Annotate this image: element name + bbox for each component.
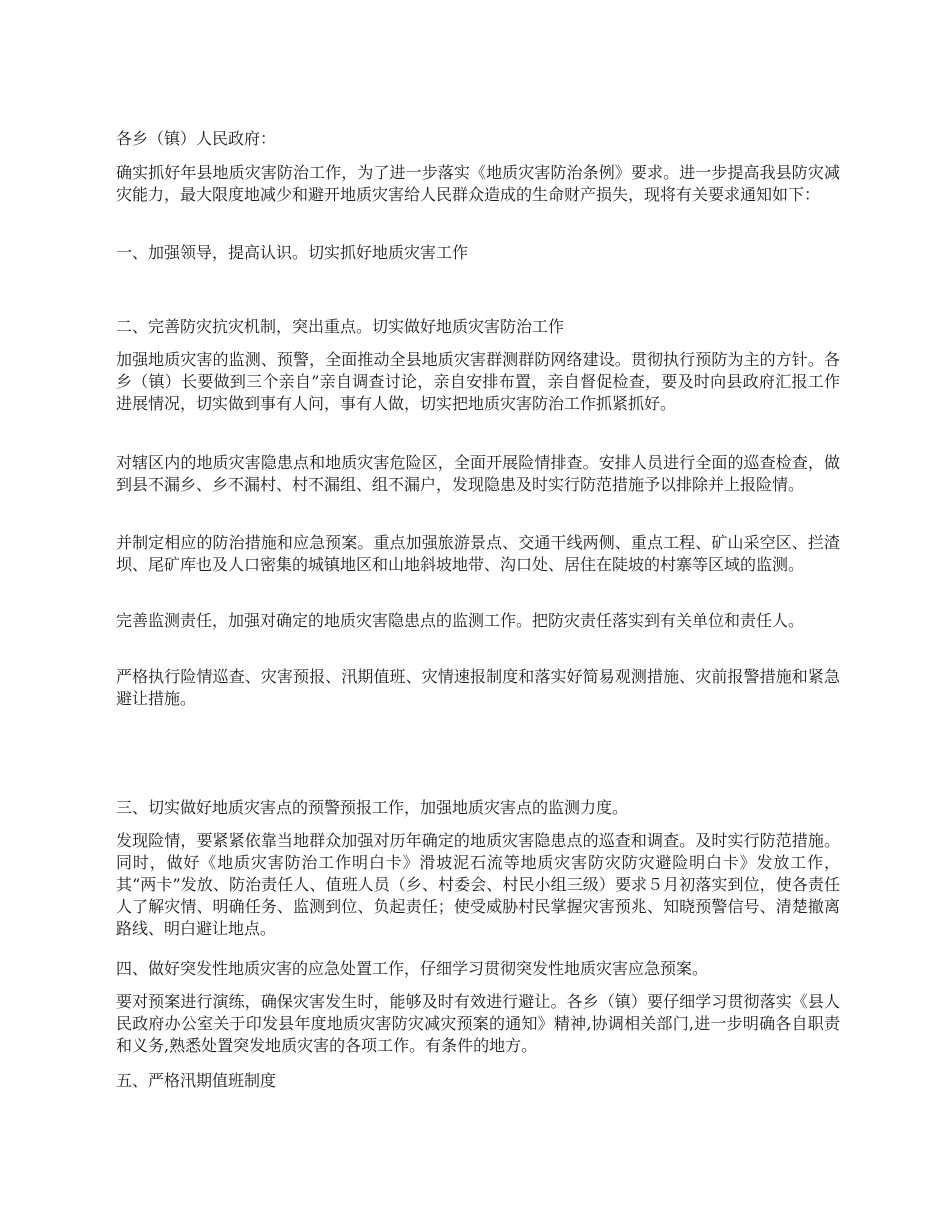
- intro-paragraph: 确实抓好年县地质灾害防治工作，为了进一步落实《地质灾害防治条例》要求。进一步提高我县防灾减灾能力，最大限度地减少和避开地质灾害给人民群众造成的生命财产损失，现将有关要求通知如下：: [116, 163, 840, 204]
- body-paragraph: 要对预案进行演练，确保灾害发生时，能够及时有效进行避让。各乡（镇）要仔细学习贯彻落实《县人民政府办公室关于印发县年度地质灾害防灾减灾预案的通知》精神,协调相关部门,进一步明确各自职责和义务,熟悉处置突发地质灾害的各项工作。有条件的地方。: [116, 992, 840, 1055]
- body-paragraph: 加强地质灾害的监测、预警，全面推动全县地质灾害群测群防网络建设。贯彻执行预防为主的方针。各乡（镇）长要做到三个亲自”亲自调查讨论，亲自安排布置，亲自督促检查，要及时向县政府汇报工作进展情况，切实做到事有人问，事有人做，切实把地质灾害防治工作抓紧抓好。: [116, 350, 840, 413]
- section-heading-5: 五、严格汛期值班制度: [116, 1071, 277, 1090]
- section-heading-3: 三、切实做好地质灾害点的预警预报工作，加强地质灾害点的监测力度。: [116, 798, 629, 817]
- section-heading-2: 二、完善防灾抗灾机制，突出重点。切实做好地质灾害防治工作: [116, 317, 565, 336]
- section-heading-1: 一、加强领导，提高认识。切实抓好地质灾害工作: [116, 243, 469, 262]
- body-paragraph: 严格执行险情巡查、灾害预报、汛期值班、灾情速报制度和落实好简易观测措施、灾前报警措施和紧急避让措施。: [116, 667, 840, 708]
- body-paragraph: 对辖区内的地质灾害隐患点和地质灾害危险区，全面开展险情排查。安排人员进行全面的巡查检查，做到县不漏乡、乡不漏村、村不漏组、组不漏户，发现隐患及时实行防范措施予以排除并上报险情。: [116, 453, 840, 494]
- section-heading-4: 四、做好突发性地质灾害的应急处置工作，仔细学习贯彻突发性地质灾害应急预案。: [116, 959, 709, 978]
- salutation: 各乡（镇）人民政府：: [116, 129, 277, 148]
- body-paragraph: 并制定相应的防治措施和应急预案。重点加强旅游景点、交通干线两侧、重点工程、矿山采空区、拦渣坝、尾矿库也及人口密集的城镇地区和山地斜坡地带、沟口处、居住在陡坡的村寨等区域的监测。: [116, 533, 840, 574]
- body-paragraph: 发现险情，要紧紧依靠当地群众加强对历年确定的地质灾害隐患点的巡查和调查。及时实行防范措施。同时，做好《地质灾害防治工作明白卡》滑坡泥石流等地质灾害防灾防灾避险明白卡》发放工作，其“两卡”发放、防治责任人、值班人员（乡、村委会、村民小组三级）要求５月初落实到位，使各责任人了解灾情、明确任务、监测到位、负起责任；使受威胁村民掌握灾害预兆、知晓预警信号、清楚撤离路线、明白避让地点。: [116, 831, 840, 938]
- body-paragraph: 完善监测责任，加强对确定的地质灾害隐患点的监测工作。把防灾责任落实到有关单位和责任人。: [116, 611, 805, 630]
